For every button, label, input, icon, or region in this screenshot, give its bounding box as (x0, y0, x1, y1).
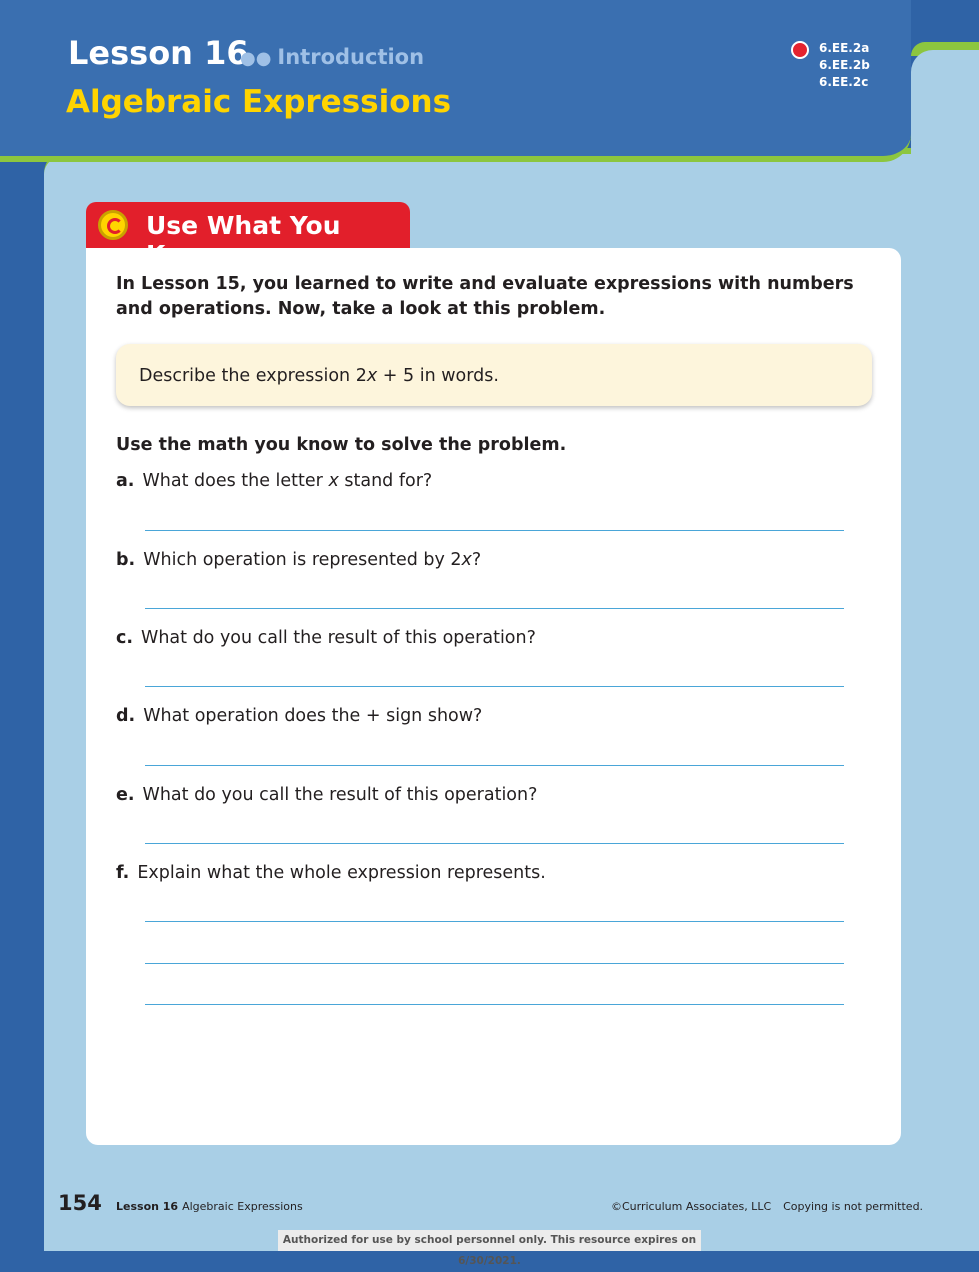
question-d: d. What operation does the + sign show? (116, 706, 483, 726)
answer-line-c[interactable] (145, 686, 844, 687)
footer-copyright: ©Curriculum Associates, LLC Copying is not permitted. (611, 1200, 924, 1213)
answer-line-f1[interactable] (145, 921, 844, 922)
footer-lesson: Lesson 16 Algebraic Expressions (116, 1200, 303, 1213)
refresh-arrow-icon (98, 210, 128, 240)
question-f: f. Explain what the whole expression represents. (116, 863, 546, 883)
lesson-title: Algebraic Expressions (66, 84, 452, 120)
lesson-number: Lesson 16 (68, 34, 249, 72)
answer-line-f2[interactable] (145, 963, 844, 964)
tab-label: Use What You (146, 211, 341, 240)
intro-paragraph: In Lesson 15, you learned to write and evaluate expressions with numbers and operations. Now, take a look at this problem. (116, 274, 854, 319)
answer-line-f3[interactable] (145, 1004, 844, 1005)
question-a: a. What does the letter x stand for? (116, 471, 433, 491)
instruction-heading: Use the math you know to solve the problem. (116, 435, 567, 455)
standard-code: 6.EE.2c (819, 75, 869, 89)
standard-code: 6.EE.2b (819, 58, 870, 72)
question-e: e. What do you call the result of this operation? (116, 785, 538, 805)
section-label (240, 45, 424, 69)
section-label-text: Introduction (277, 45, 425, 69)
problem-box (116, 344, 872, 406)
authorization-notice: Authorized for use by school personnel only. This resource expires on 6/30/2021. (278, 1230, 701, 1251)
state-standard-icon (791, 41, 809, 59)
group-people-icon: ●● (240, 48, 272, 69)
page-number: 154 (58, 1191, 102, 1215)
answer-line-a[interactable] (145, 530, 844, 531)
lesson-header (0, 0, 911, 162)
use-what-you-know-tab (86, 202, 410, 248)
answer-line-d[interactable] (145, 765, 844, 766)
answer-line-b[interactable] (145, 608, 844, 609)
question-c: c. What do you call the result of this operation? (116, 628, 536, 648)
question-b: b. Which operation is represented by 2x? (116, 550, 482, 570)
page-background-corner (911, 50, 979, 160)
answer-line-e[interactable] (145, 843, 844, 844)
problem-statement: Describe the expression 2x + 5 in words. (139, 366, 499, 386)
standard-code: 6.EE.2a (819, 41, 870, 55)
